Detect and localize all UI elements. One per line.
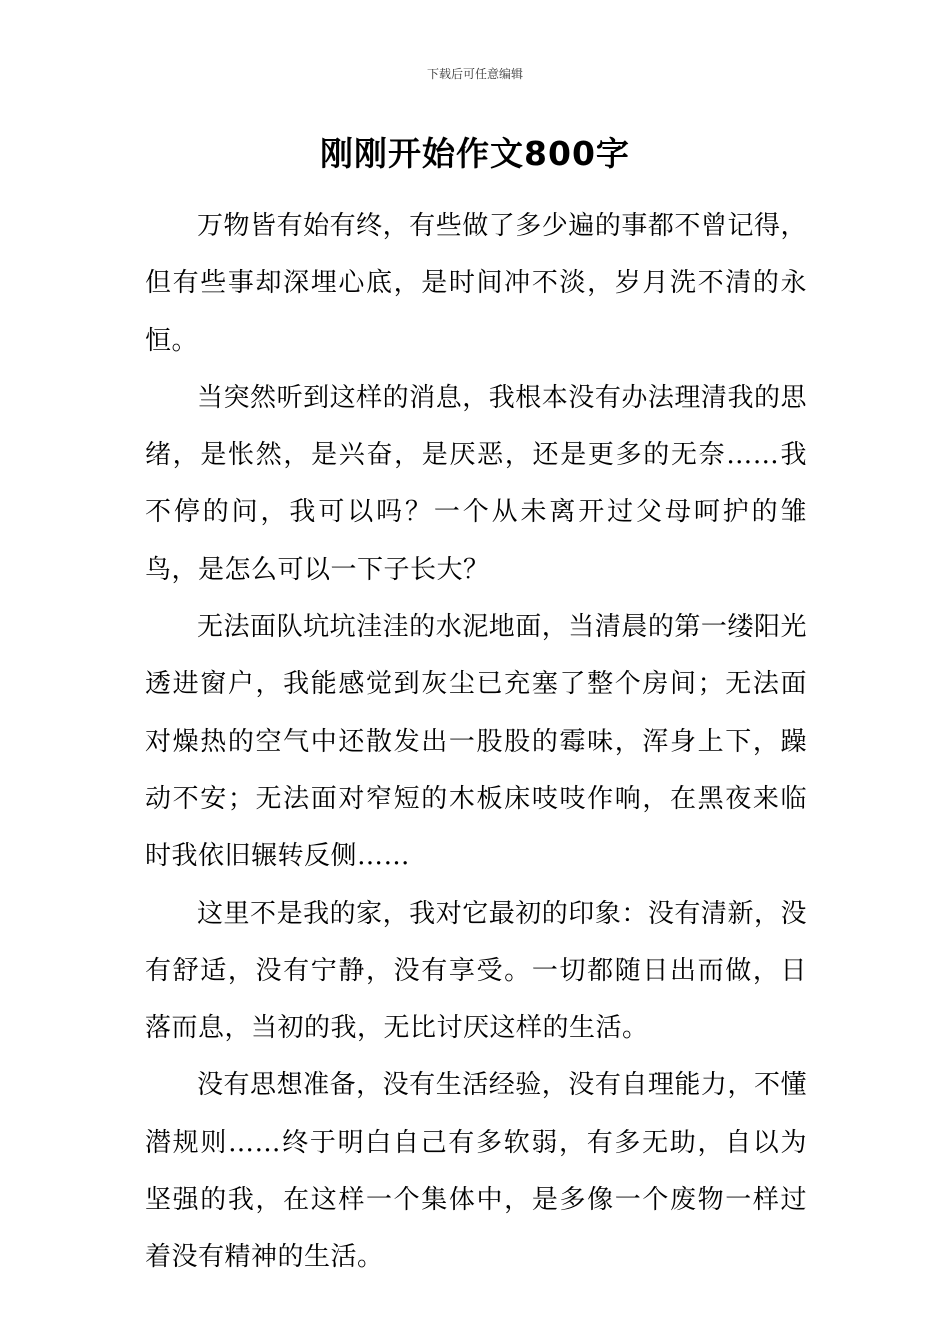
header-note: 下载后可任意编辑	[426, 67, 523, 81]
paragraph-4: 这里不是我的家，我对它最初的印象：没有清新，没有舒适，没有宁静，没有享受。一切都随日出而做，日落而息，当初的我，无比讨厌这样的生活。	[145, 898, 807, 1044]
document-body	[145, 198, 807, 1287]
paragraph-1: 万物皆有始有终，有些做了多少遍的事都不曾记得，但有些事却深埋心底，是时间冲不淡，岁月洗不清的永恒。	[145, 211, 807, 356]
paragraph-2: 当突然听到这样的消息，我根本没有办法理清我的思绪，是怅然，是兴奋，是厌恶，还是更多的无奈……我不停的问，我可以吗？一个从未离开过父母呵护的雏鸟，是怎么可以一下子长大？	[145, 382, 807, 585]
paragraph-3: 无法面队坑坑洼洼的水泥地面，当清晨的第一缕阳光透进窗户，我能感觉到灰尘已充塞了整个房间；无法面对燥热的空气中还散发出一股股的霉味，浑身上下，躁动不安；无法面对窄短的木板床吱吱作响，在黑夜来临时我依旧辗转反侧……	[145, 612, 807, 872]
paragraph-5: 没有思想准备，没有生活经验，没有自理能力，不懂潜规则……终于明白自己有多软弱，有多无助，自以为坚强的我，在这样一个集体中，是多像一个废物一样过着没有精神的生活。	[145, 1070, 807, 1273]
document-title: 刚刚开始作文800字	[320, 134, 630, 173]
